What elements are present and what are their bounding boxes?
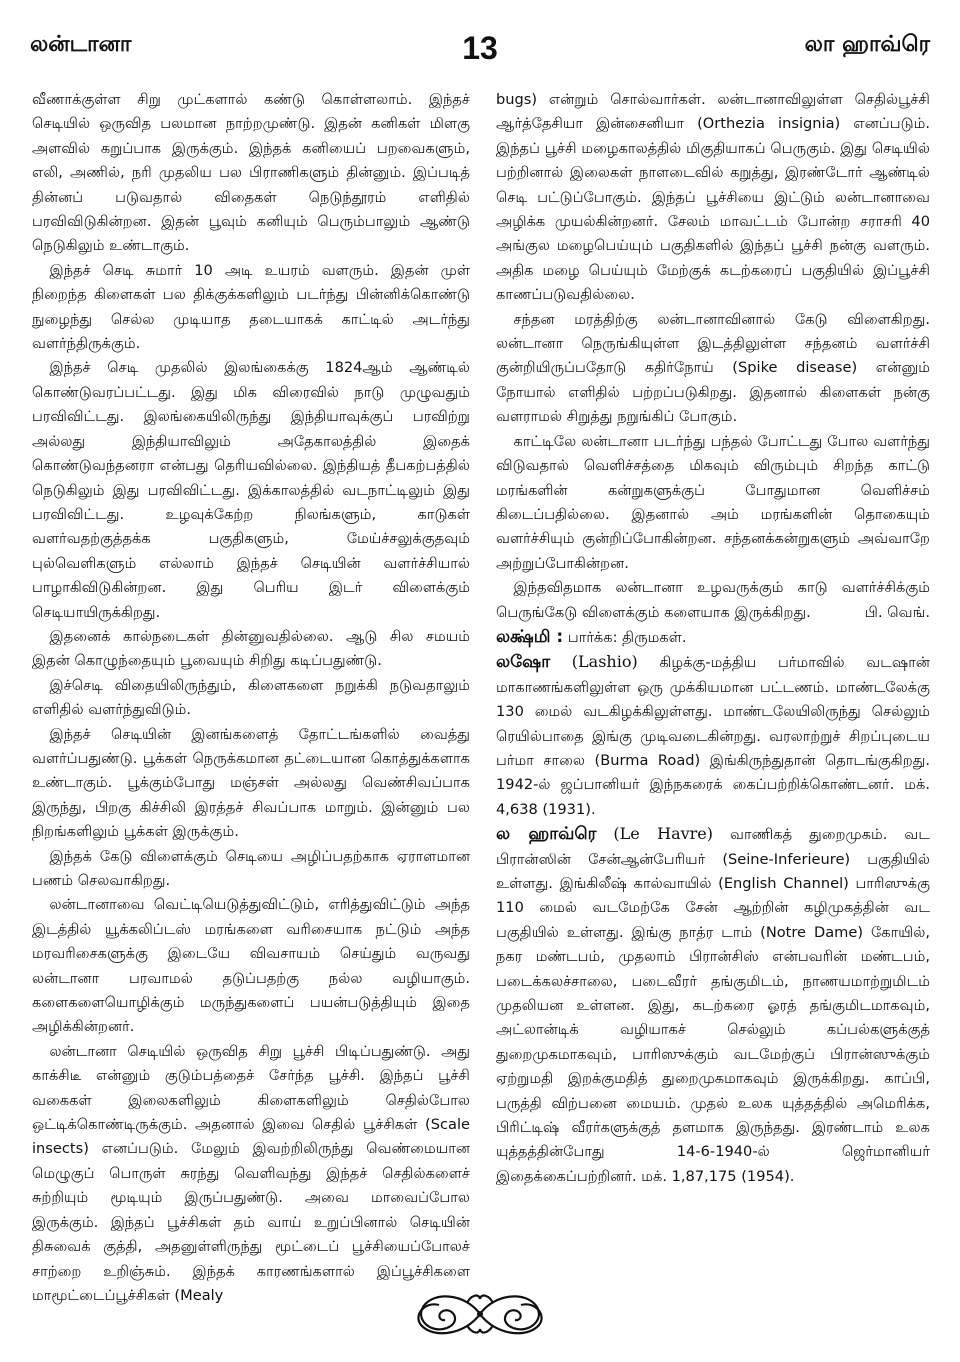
- entry-lashio: [496, 650, 930, 822]
- entry-text: வாணிகத் துறைமுகம். வட பிரான்ஸின் சேன்ஆன்பேரியர் (Seine-Inferieure) பகுதியில் உள்ளது. இங்கிலீஷ் கால்வாயில் (English Channel) பாரிஸுக்கு 110 மைல் வடமேற்கே சேன் ஆற்றின் கழிமுகத்தின் வட பகுதியில் உள்ளது. இங்கு நாத்ர டாம் (Notre Dame) கோயில், நகர மண்டபம், முதலாம் பிரான்சிஸ் என்பவரின் மண்டபம், படைக்கலச்சாலை, படைவீரர் தங்குமிடம், நாணயமாற்றுமிடம் முதலியன உள்ளன. இது, கடற்கரை ஓரத் தங்குமிடமாகவும், அட்லான்டிக் வழியாகச் செல்லும் கப்பல்களுக்குத் துறைமுகமாகவும், பாரிஸுக்கும் வடமேற்குப் பிரான்ஸுக்கும் ஏற்றுமதி இறக்குமதித் துறைமுகமாகவும் இருக்கிறது. காப்பி, பருத்தி விற்பனை மையம். முதல் உலக யுத்தத்தில் அமெரிக்க, பிரிட்டிஷ் வீரர்களுக்குத் தளமாக இருந்தது. இரண்டாம் உலக யுத்தத்தின்போது 14-6-1940-ல் ஜெர்மானியர் இதைக்கைப்பற்றினர். மக். 1,87,175 (1954).: [496, 826, 930, 1185]
- page-number: 13: [462, 30, 498, 66]
- running-head-right: லா ஹாவ்ரெ: [804, 32, 930, 57]
- entry-title: ல ஹாவ்ரெ: [496, 824, 597, 845]
- paragraph: இந்தச் செடி முதலில் இலங்கைக்கு 1824ஆம் ஆண்டில் கொண்டுவரப்பட்டது. இது மிக விரைவில் நாடு முழுவதும் பரவிவிட்டது. இலங்கையிலிருந்து இந்தியாவுக்குப் பரவிற்று அல்லது இந்தியாவிலும் அதேகாலத்தில் இதைக் கொண்டுவந்தனரா என்பது தெரியவில்லை. இந்தியத் தீபகற்பத்தில் நெடுகிலும் இது பரவிவிட்டது. இக்காலத்தில் வடநாட்டிலும் இது பரவிவிட்டது. உழவுக்கேற்ற நிலங்களும், காடுகள் வளர்வதற்குத்தக்க பகுதிகளும், மேய்ச்சலுக்குதவும் புல்வெளிகளும் எல்லாம் இந்தச் செடியின் வளர்ச்சியால் பாழாகிவிடுகின்றன. இது பெரிய இடர் விளைக்கும் செடியாயிருக்கிறது.: [32, 359, 470, 621]
- paragraph: வீணாக்குள்ள சிறு முட்களால் கண்டு கொள்ளலாம். இந்தச் செடியில் ஒருவித பலமான நாற்றமுண்டு. இதன் கனிகள் மிளகு அளவில் கறுப்பாக இருக்கும். இந்தக் கனியைப் பறவைகளும், எலி, அணில், நரி முதலிய பல பிராணிகளும் தின்னும். இப்படித் தின்னப் படுவதால் விதைகள் நெடுந்தூரம் எளிதில் பரவிவிடுகின்றன. இதன் பூவும் கனியும் பெரும்பாலும் ஆண்டு நெடுகிலும் உண்டாகும்.: [32, 91, 470, 255]
- entry-latin-name: (Lashio): [571, 652, 638, 672]
- author-signature: பி. வெங்.: [864, 603, 930, 621]
- entry-text: பார்க்க: திருமகள்.: [567, 628, 687, 646]
- entry-latin-name: (Le Havre): [613, 824, 714, 844]
- page-header: [30, 30, 930, 70]
- paragraph: இச்செடி விதையிலிருந்தும், கிளைகளை நறுக்கி நடுவதாலும் எளிதில் வளர்ந்துவிடும்.: [32, 676, 470, 719]
- paragraph: இதனைக் கால்நடைகள் தின்னுவதில்லை. ஆடு சில சமயம் இதன் கொழுந்தையும் பூவையும் சிறிது கடிப்பதுண்டு.: [32, 627, 470, 670]
- paragraph: bugs) என்றும் சொல்வார்கள். லன்டானாவிலுள்ள செதில்பூச்சி ஆர்த்தேசியா இன்சைனியா (Orthezia insignia) எனப்படும். இந்தப் பூச்சி மழைகாலத்தில் மிகுதியாகப் பெருகும். இது செடியில் பற்றினால் இலைகள் நாளடைவில் கறுத்து, இரண்டோர் ஆண்டில் செடி பட்டுப்போகும். இந்தப் பூச்சியை இட்டும் லன்டானாவை அழிக்க முயல்கின்றனர். சேலம் மாவட்டம் போன்ற சராசரி 40 அங்குல மழைபெய்யும் பகுதிகளில் இந்தப் பூச்சி நன்கு வளரும். அதிக மழை பெய்யும் மேற்குக் கடற்கரைப் பகுதியில் இப்பூச்சி காணப்படுவதில்லை.: [496, 91, 930, 304]
- right-column: [496, 88, 930, 1189]
- paragraph: லன்டானாவை வெட்டியெடுத்துவிட்டும், எரித்துவிட்டும் அந்த இடத்தில் யூக்கலிப்டஸ் மரங்களை வரிசையாக நட்டும் அந்த மரவரிசைகளுக்கு இடையே விவசாயம் செய்தும் வருவது லன்டானா பரவாமல் தடுப்பதற்கு நல்ல வழியாகும். களைகளையொழிக்கும் மருந்துகளைப் பயன்படுத்தியும் இதை அழிக்கின்றனர்.: [32, 896, 470, 1036]
- paragraph: காட்டிலே லன்டானா படர்ந்து பந்தல் போட்டது போல வளர்ந்து விடுவதால் வெளிச்சத்தை மிகவும் விரும்பும் சிறந்த காட்டு மரங்களின் கன்றுகளுக்குப் போதுமான வெளிச்சம் கிடைப்பதில்லை. இதனால் அம் மரங்களின் தொகையும் வளர்ச்சியும் குன்றிப்போகின்றன. சந்தனக்கன்றுகளும் அவ்வாறே அற்றுப்போகின்றன.: [496, 432, 930, 572]
- paragraph: இந்தச் செடி சுமார் 10 அடி உயரம் வளரும். இதன் முள் நிறைந்த கிளைகள் பல திக்குக்களிலும் படர்ந்து பின்னிக்கொண்டு நுழைந்து செல்ல முடியாத தடையாகக் காட்டில் அடர்ந்து வளர்ந்திருக்கும்.: [32, 261, 470, 353]
- floral-ornament-icon: [405, 1285, 555, 1343]
- paragraph: லன்டானா செடியில் ஒருவித சிறு பூச்சி பிடிப்பதுண்டு. அது காக்சிடீ என்னும் குடும்பத்தைச் சேர்ந்த பூச்சி. இந்தப் பூச்சி வகைகள் இலைகளிலும் கிளைகளிலும் செதில்போல ஒட்டிக்கொண்டிருக்கும். அதனால் இவை செதில் பூச்சிகள் (Scale insects) எனப்படும். மேலும் இவற்றிலிருந்து வெண்மையான மெழுகுப் பொருள் சுரந்து வெளிவந்து இந்தச் செதில்களைச் சுற்றியும் மூடியும் இருப்பதுண்டு. அவை மாவைப்போல இருக்கும். இந்தப் பூச்சிகள் தம் வாய் உறுப்பினால் செடியின் திசுவைக் குத்தி, அதனுள்ளிருந்து மூட்டைப் பூச்சியைப்போலச் சாற்றை உறிஞ்சும். இந்தக் காரணங்களால் இப்பூச்சிகளை மாமூட்டைப்பூச்சிகள் (Mealy: [32, 1042, 470, 1304]
- entry-le-havre: [496, 822, 930, 1189]
- entry-title: லக்ஷ்மி :: [496, 626, 564, 647]
- paragraph: இந்தச் செடியின் இனங்களைத் தோட்டங்களில் வைத்து வளர்ப்பதுண்டு. பூக்கள் நெருக்கமான தட்டையான கொத்துக்களாக உண்டாகும். பூக்கும்போது மஞ்சள் அல்லது வெண்சிவப்பாக இருந்து, பிறகு கிச்சிலி இரத்தச் சிவப்பாக மாறும். இன்னும் பல நிறங்களிலும் பூக்கள் இருக்கும்.: [32, 725, 470, 841]
- entry-text: கிழக்கு-மத்திய பர்மாவில் வடஷான் மாகாணங்களிலுள்ள ஒரு முக்கியமான பட்டணம். மாண்டலேக்கு 130 மைல் வடகிழக்கிலுள்ளது. மாண்டலேயிலிருந்து செல்லும் ரெயில்பாதை இங்கு முடிவடைகின்றது. வரலாற்றுச் சிறப்புடைய பர்மா சாலை (Burma Road) இங்கிருந்துதான் தொடங்குகிறது. 1942-ல் ஜப்பானியர் இந்நகரைக் கைப்பற்றிக்கொண்டனர். மக். 4,638 (1931).: [496, 654, 930, 818]
- left-column: [32, 88, 470, 1308]
- paragraph: இந்தக் கேடு விளைக்கும் செடியை அழிப்பதற்காக ஏராளமான பணம் செலவாகிறது.: [32, 847, 470, 889]
- entry-lakshmi: [496, 625, 930, 650]
- entry-title: லஷோ: [496, 652, 551, 673]
- paragraph: சந்தன மரத்திற்கு லன்டானாவினால் கேடு விளைகிறது. லன்டானா நெருங்கியுள்ள இடத்திலுள்ள சந்தனம் வளர்ச்சி குன்றியிருப்பதோடு கதிர்நோய் (Spike disease) என்னும் நோயால் எளிதில் பற்றப்படுகிறது. இதனால் கிளைகள் நன்கு வளராமல் சிறுத்து நறுங்கிப் போகும்.: [496, 310, 930, 426]
- running-head-left: லன்டானா: [30, 32, 132, 57]
- paragraph: இந்தவிதமாக லன்டானா உழவருக்கும் காடு வளர்ச்சிக்கும் பெருங்கேடு விளைக்கும் களையாக இருக்கிறது.: [496, 579, 930, 621]
